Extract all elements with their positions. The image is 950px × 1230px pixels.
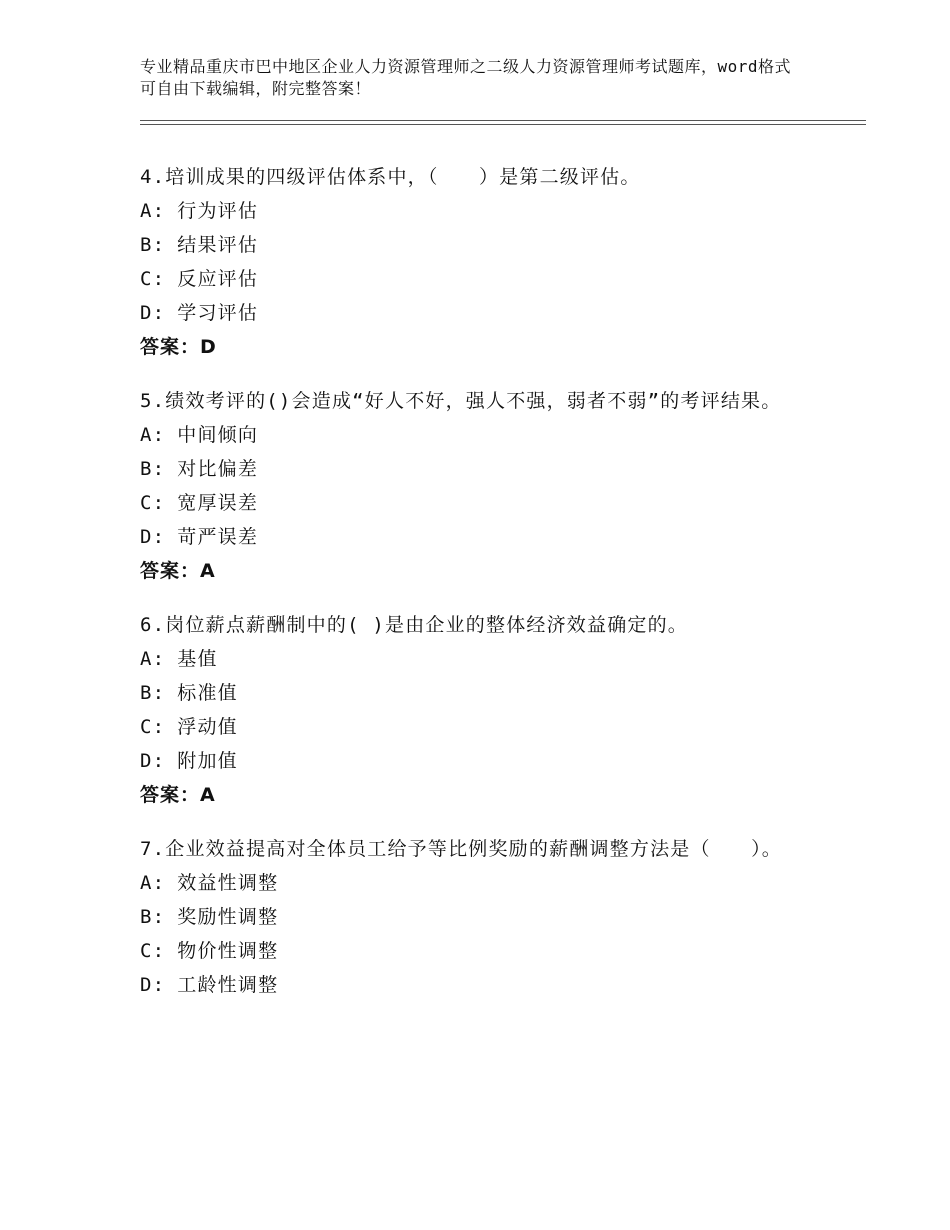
option-text: 宽厚误差 [177,492,259,514]
option-text: 基值 [177,648,218,670]
option-a [140,642,820,676]
option-c [140,486,820,520]
option-letter: B: [140,906,166,928]
option-letter: B: [140,458,166,480]
option-letter: A: [140,648,166,670]
option-letter: B: [140,234,166,256]
option-letter: A: [140,200,166,222]
option-letter: C: [140,716,166,738]
option-letter: A: [140,424,166,446]
option-text: 结果评估 [177,234,259,256]
option-a [140,418,820,452]
question-text: 7.企业效益提高对全体员工给予等比例奖励的薪酬调整方法是（ ）。 [140,838,782,860]
option-text: 效益性调整 [177,872,279,894]
option-b [140,900,820,934]
question-text: 4.培训成果的四级评估体系中，（ ）是第二级评估。 [140,166,641,188]
answer-text: 答案：D [140,336,217,358]
option-text: 反应评估 [177,268,259,290]
option-text: 学习评估 [177,302,259,324]
header-divider-bottom [140,124,866,125]
question-item [140,832,820,1002]
option-c [140,710,820,744]
option-letter: D: [140,526,166,548]
option-text: 标准值 [177,682,238,704]
option-b [140,676,820,710]
question-item [140,384,820,588]
document-header: 专业精品重庆市巴中地区企业人力资源管理师之二级人力资源管理师考试题库，word格式可自由下载编辑，附完整答案！ [140,57,792,98]
option-text: 奖励性调整 [177,906,279,928]
option-b [140,228,820,262]
option-c [140,262,820,296]
option-text: 浮动值 [177,716,238,738]
option-b [140,452,820,486]
option-text: 中间倾向 [177,424,259,446]
option-text: 物价性调整 [177,940,279,962]
answer-text: 答案：A [140,784,216,806]
question-item [140,608,820,812]
option-a [140,866,820,900]
header-divider-top [140,120,866,121]
option-d [140,296,820,330]
option-letter: C: [140,492,166,514]
answer-text: 答案：A [140,560,216,582]
option-letter: D: [140,974,166,996]
option-d [140,744,820,778]
option-letter: D: [140,302,166,324]
option-text: 对比偏差 [177,458,259,480]
question-text: 6.岗位薪点薪酬制中的( )是由企业的整体经济效益确定的。 [140,614,688,636]
question-list [140,160,820,1022]
option-c [140,934,820,968]
option-d [140,968,820,1002]
option-letter: C: [140,268,166,290]
option-letter: B: [140,682,166,704]
option-text: 行为评估 [177,200,259,222]
option-letter: D: [140,750,166,772]
option-text: 附加值 [177,750,238,772]
question-text: 5.绩效考评的()会造成“好人不好，强人不强，弱者不弱”的考评结果。 [140,390,782,412]
question-item [140,160,820,364]
option-text: 苛严误差 [177,526,259,548]
option-a [140,194,820,228]
option-d [140,520,820,554]
option-letter: C: [140,940,166,962]
option-text: 工龄性调整 [177,974,279,996]
option-letter: A: [140,872,166,894]
